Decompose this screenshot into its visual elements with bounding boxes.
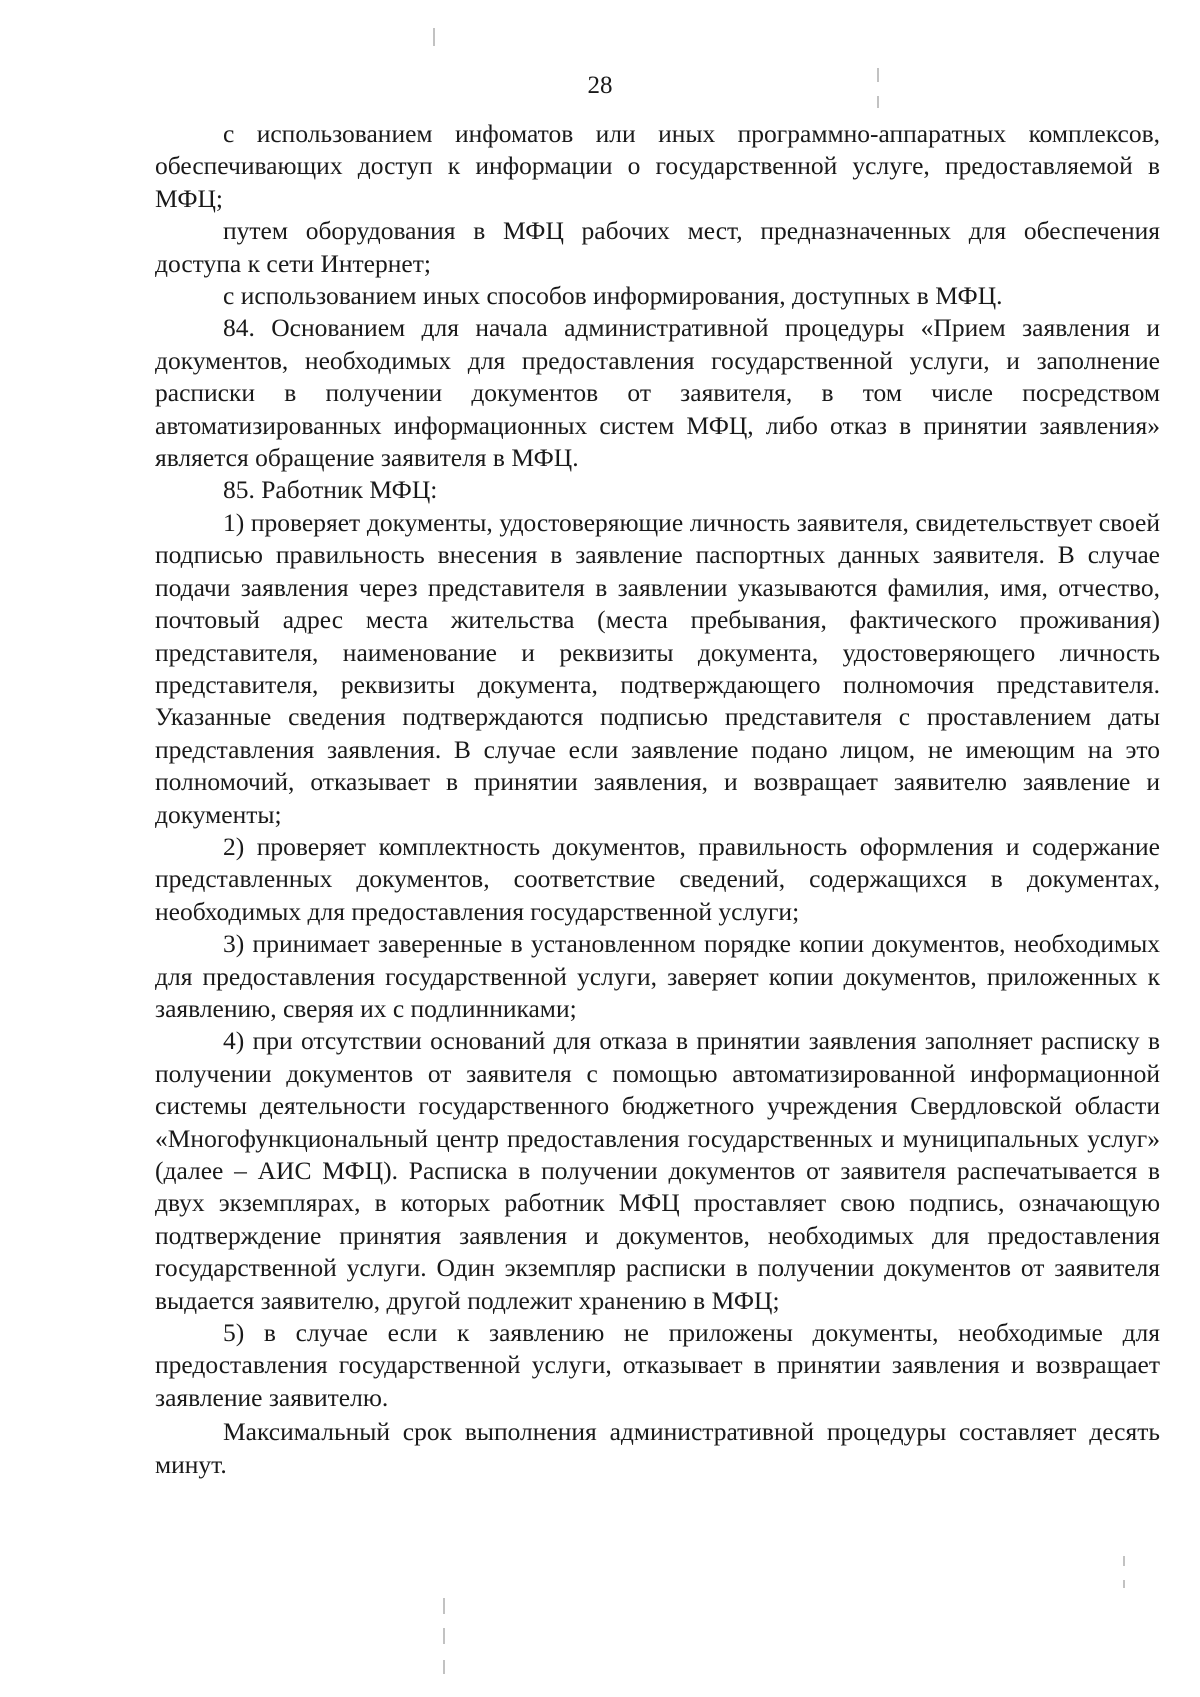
paragraph-infomats: с использованием инфоматов или иных программно-аппаратных комплексов, обеспечивающих доступ к информации о государственной услуге, предоставляемой в МФЦ; bbox=[155, 119, 1160, 213]
list-item-2: 2) проверяет комплектность документов, правильность оформления и содержание представленных документов, соответствие сведений, содержащихся в документах, необходимых для предоставления государственной услуги; bbox=[155, 831, 1160, 926]
scan-artifact bbox=[1123, 1580, 1125, 1588]
page-number: 28 bbox=[587, 72, 613, 99]
paragraph-84: 84. Основанием для начала административной процедуры «Прием заявления и документов, необходимых для предоставления государственной услуги, и заполнение расписки в получении документов от заявителя, в том числе посредством автоматизированных информационных систем МФЦ, либо отказ в принятии заявления» является обращение заявителя в МФЦ. bbox=[155, 313, 1160, 473]
list-item-5: 5) в случае если к заявлению не приложены документы, необходимые для предоставления государственной услуги, отказывает в принятии заявления и возвращает заявление заявителю. bbox=[155, 1318, 1160, 1412]
scan-artifact bbox=[877, 68, 879, 82]
list-item-3: 3) принимает заверенные в установленном порядке копии документов, необходимых для предоставления государственной услуги, заверяет копии документов, приложенных к заявлению, сверяя их с подлинниками; bbox=[155, 929, 1160, 1023]
scan-artifact bbox=[1123, 1556, 1125, 1566]
paragraph-85-heading: 85. Работник МФЦ: bbox=[223, 475, 438, 505]
scan-artifact bbox=[443, 1598, 445, 1614]
paragraph-other-methods: с использованием иных способов информирования, доступных в МФЦ. bbox=[223, 281, 1003, 311]
paragraph-max-duration: Максимальный срок выполнения административной процедуры составляет десять минут. bbox=[155, 1417, 1160, 1479]
scan-artifact bbox=[443, 1660, 445, 1674]
list-item-4: 4) при отсутствии оснований для отказа в принятии заявления заполняет расписку в получении документов от заявителя с помощью автоматизированной информационной системы деятельности государственного бюджетного учреждения Свердловской области «Многофункциональный центр предоставления государственных и муниципальных услуг» (далее – АИС МФЦ). Расписка в получении документов от заявителя распечатывается в двух экземплярах, в которых работник МФЦ проставляет свою подпись, означающую подтверждение принятия заявления и документов, необходимых для предоставления государственной услуги. Один экземпляр расписки в получении документов от заявителя выдается заявителю, другой подлежит хранению в МФЦ; bbox=[155, 1026, 1160, 1315]
document-body bbox=[155, 118, 1160, 1481]
scan-artifact bbox=[877, 96, 879, 108]
list-item-1: 1) проверяет документы, удостоверяющие личность заявителя, свидетельствует своей подписью правильность внесения в заявление паспортных данных заявителя. В случае подачи заявления через представителя в заявлении указываются фамилия, имя, отчество, почтовый адрес места жительства (места пребывания, фактического проживания) представителя, наименование и реквизиты документа, удостоверяющего личность представителя, реквизиты документа, подтверждающего полномочия представителя. Указанные сведения подтверждаются подписью представителя с проставлением даты представления заявления. В случае если заявление подано лицом, не имеющим на это полномочий, отказывает в принятии заявления, и возвращает заявителю заявление и документы; bbox=[155, 507, 1160, 829]
paragraph-workstations: путем оборудования в МФЦ рабочих мест, предназначенных для обеспечения доступа к сети Интернет; bbox=[155, 216, 1160, 278]
scan-artifact bbox=[433, 28, 435, 46]
scan-artifact bbox=[443, 1628, 445, 1644]
